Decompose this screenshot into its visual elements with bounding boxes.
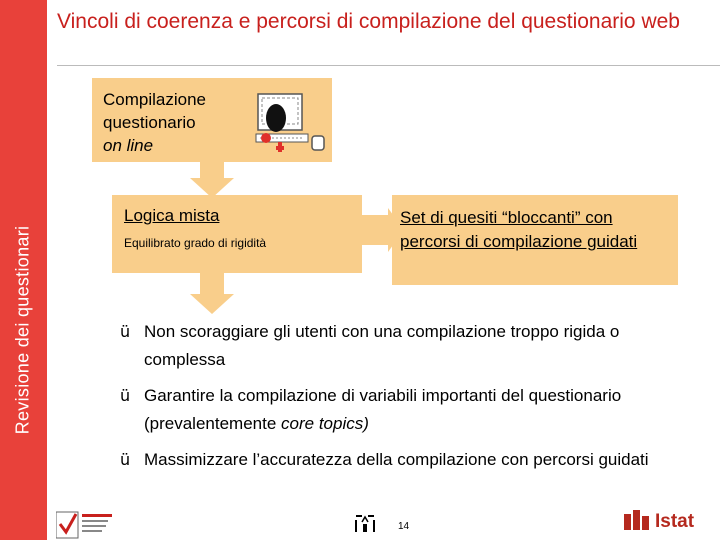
sidebar-band — [0, 0, 47, 540]
bullet-text: Garantire la compilazione di variabili importanti del questionario (prevalentemente — [144, 386, 622, 433]
home-nav-icon[interactable] — [354, 512, 376, 534]
bullet-text-italic: core topics) — [281, 414, 369, 433]
bullet-text: Non scoraggiare gli utenti con una compilazione troppo rigida o complessa — [144, 322, 620, 369]
online-line-3: on line — [103, 136, 154, 155]
bullet-text: Massimizzare l’accuratezza della compilazione con percorsi guidati — [144, 450, 649, 469]
istat-logo-mark — [622, 508, 652, 532]
arrow-down-bottom-shaft — [200, 273, 224, 295]
page-number: 14 — [398, 521, 410, 532]
online-line-1: Compilazione — [103, 90, 206, 109]
online-compilation-text — [103, 88, 206, 157]
sidebar-label: Revisione dei questionari — [12, 225, 33, 435]
online-line-2: questionario — [103, 113, 196, 132]
istat-brand: Istat — [655, 511, 695, 532]
census-logo — [56, 510, 116, 540]
arrow-down-bottom-head — [190, 294, 234, 314]
arrow-right-shaft — [362, 215, 390, 245]
checkmark-icon: ü — [120, 322, 131, 341]
mixed-logic-box — [112, 195, 362, 273]
title-divider — [57, 65, 720, 66]
checkmark-icon: ü — [120, 386, 131, 405]
blocking-questions-text: Set di quesiti “bloccanti” con percorsi di compilazione guidati — [400, 208, 638, 251]
bullet-item — [120, 382, 700, 438]
bullet-list — [120, 318, 700, 482]
bullet-item — [120, 318, 700, 374]
blocking-questions-box — [392, 195, 678, 285]
computer-user-icon — [252, 90, 330, 156]
bullet-item — [120, 446, 700, 474]
page-title: Vincoli di coerenza e percorsi di compilazione del questionario web — [57, 10, 680, 33]
mixed-logic-subtitle: Equilibrato grado di rigidità — [124, 236, 267, 250]
checkmark-icon: ü — [120, 450, 131, 469]
mixed-logic-title: Logica mista — [124, 206, 220, 225]
online-compilation-box — [92, 78, 332, 162]
